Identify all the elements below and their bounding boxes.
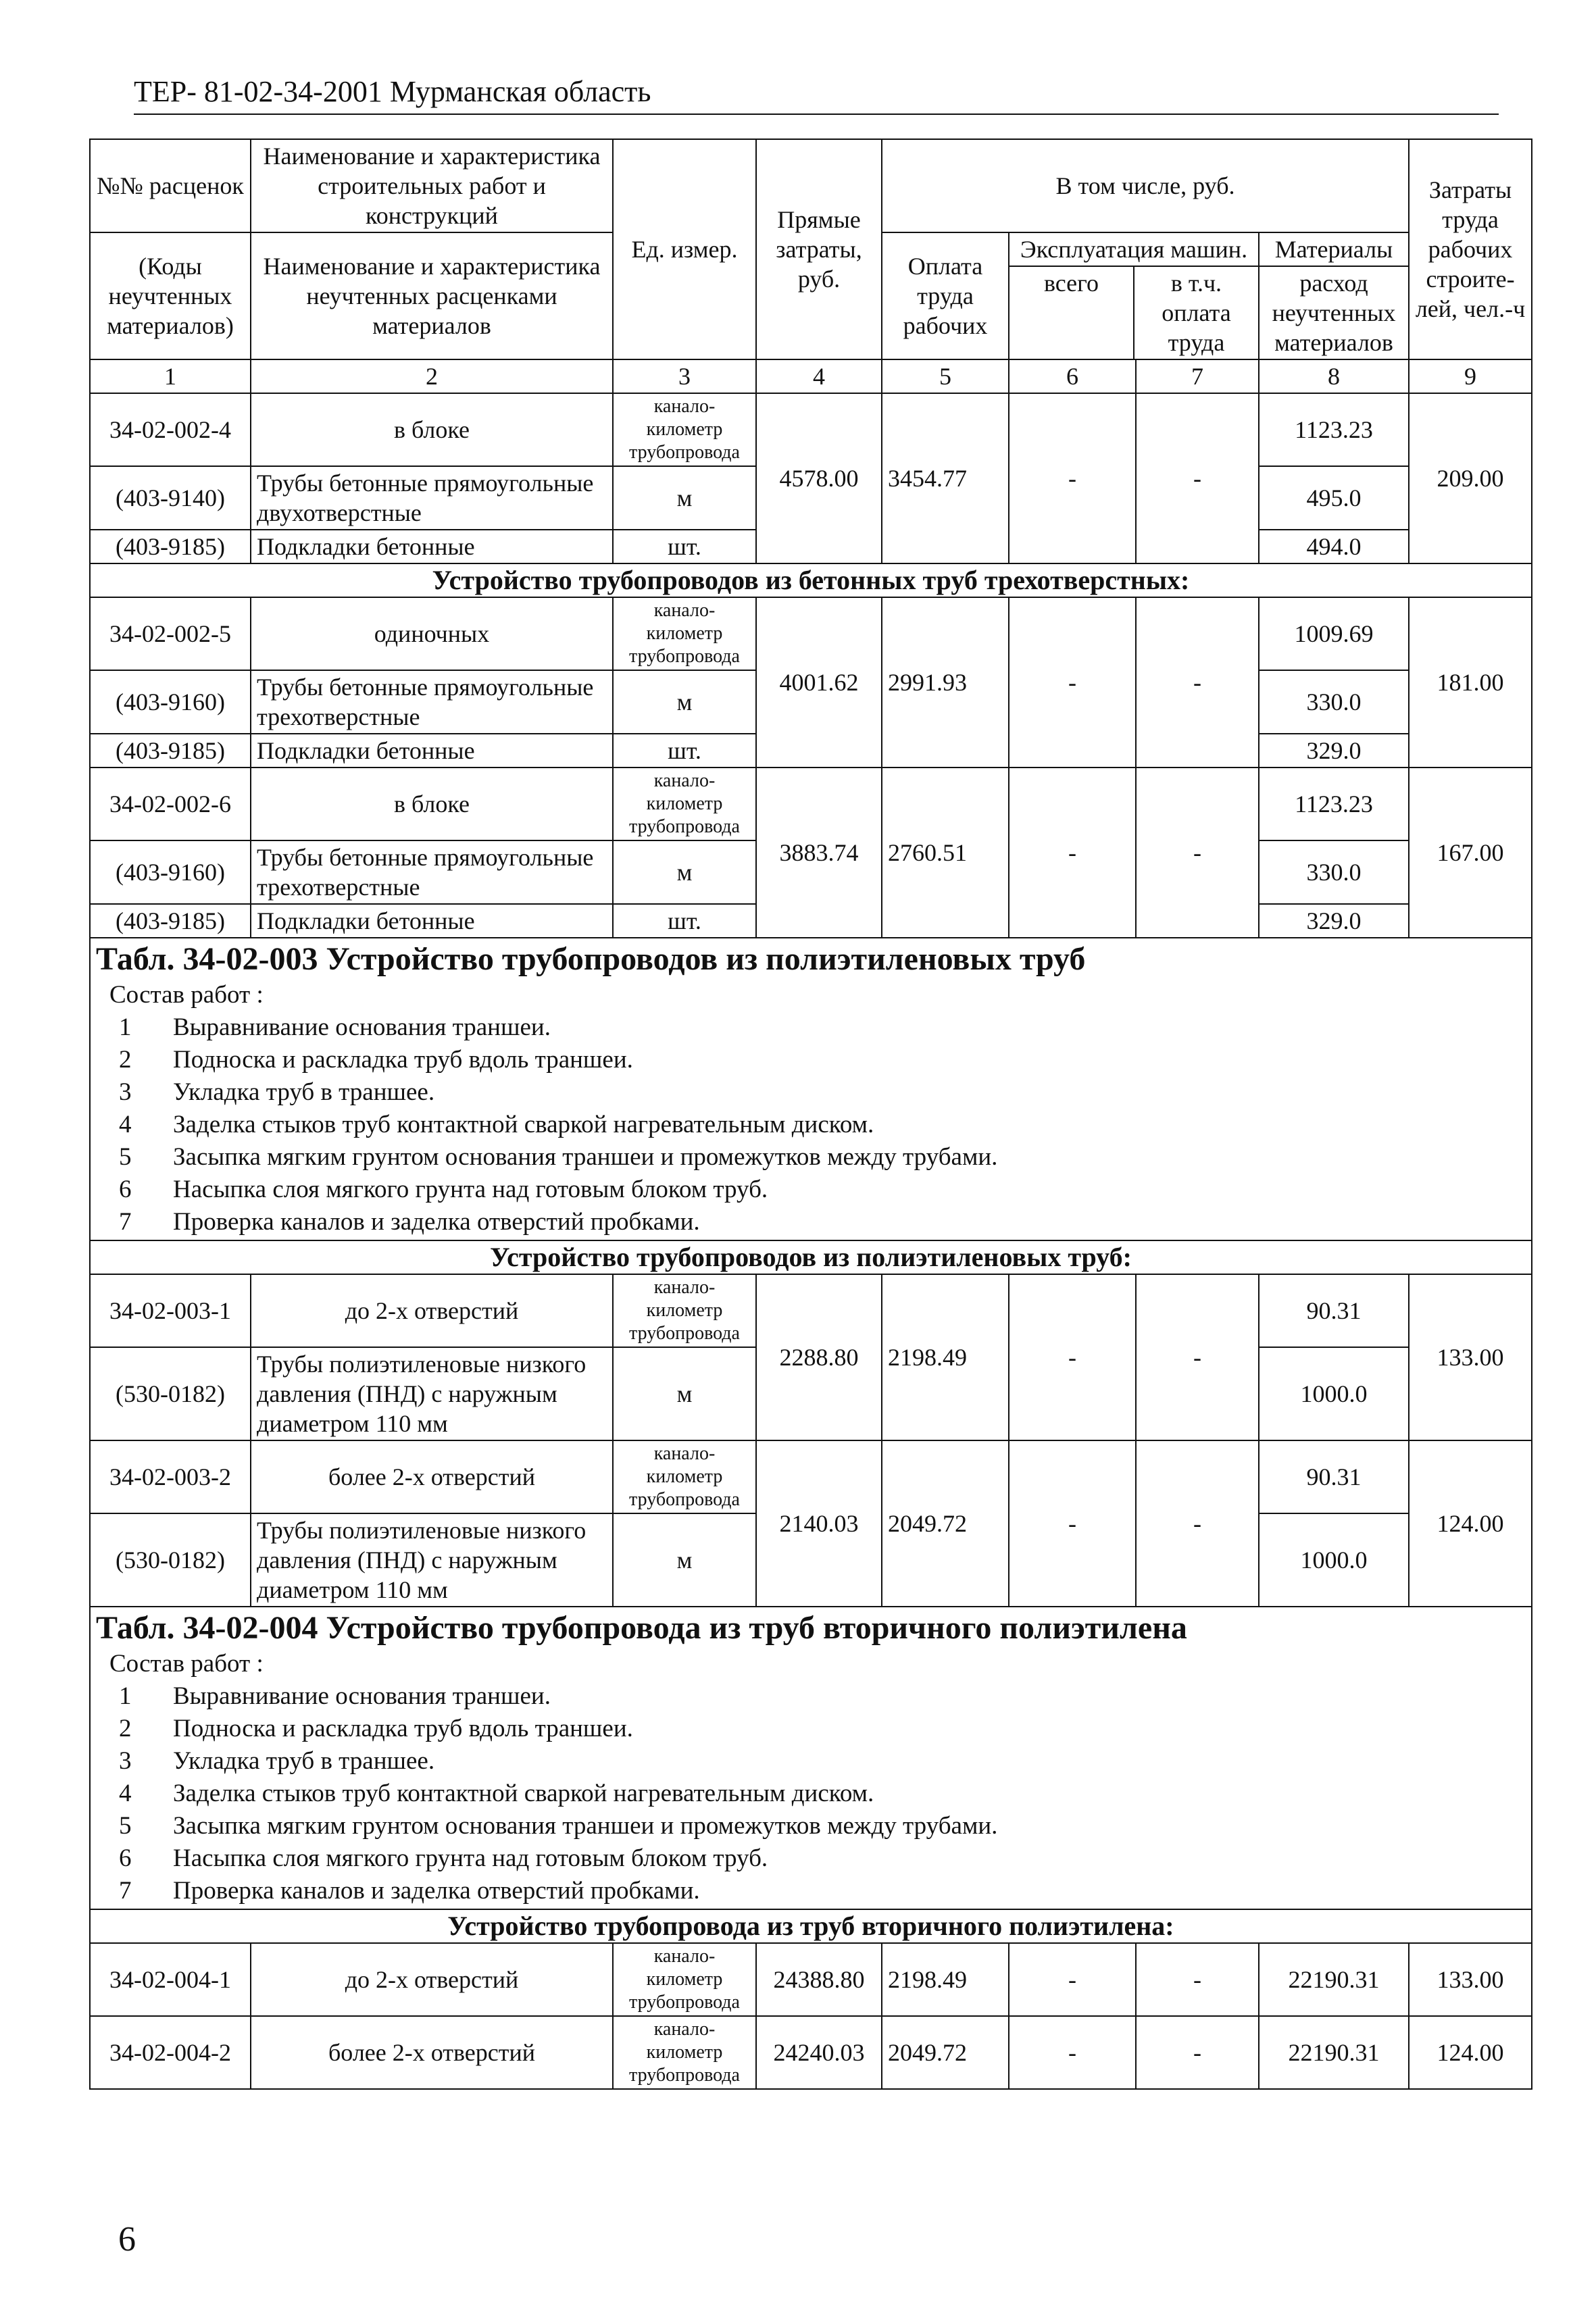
col-code-header: №№ расценок [90, 139, 251, 232]
col-direct-header: Прямые затраты, руб. [756, 139, 882, 359]
material-code: (403-9185) [90, 904, 251, 938]
material-name: Подкладки бетонные [251, 530, 613, 563]
material-qty: 495.0 [1259, 466, 1409, 530]
col-name-alt-header: Наименование и характеристика неучтенных расценками материалов [251, 232, 613, 359]
work-text: Заделка стыков труб контактной сваркой нагревательным диском. [173, 1780, 874, 1807]
material-unit: м [613, 670, 756, 734]
rate-hours: 181.00 [1409, 597, 1532, 768]
rate-materials: 1123.23 [1259, 393, 1409, 466]
material-qty: 329.0 [1259, 904, 1409, 938]
material-name: Трубы полиэтиленовые низкого давления (ПНД) с наружным диаметром 110 мм [251, 1513, 613, 1607]
rate-labor: 2049.72 [882, 2016, 1009, 2089]
work-text: Проверка каналов и заделка отверстий пробками. [173, 1877, 700, 1905]
rate-machines-pay: - [1136, 1274, 1259, 1440]
work-item [96, 1044, 1526, 1076]
material-unit: м [613, 466, 756, 530]
rate-name: более 2-х отверстий [251, 2016, 613, 2089]
rate-materials: 22190.31 [1259, 2016, 1409, 2089]
work-item [96, 1778, 1526, 1810]
material-code: (530-0182) [90, 1347, 251, 1440]
col-num: 8 [1259, 359, 1409, 393]
material-name: Трубы бетонные прямоугольные двухотверстные [251, 466, 613, 530]
rate-row [90, 2016, 1532, 2089]
col-num: 5 [882, 359, 1009, 393]
work-number: 5 [119, 1143, 132, 1171]
section-title: Устройство трубопроводов из бетонных труб трехотверстных: [90, 563, 1532, 597]
rate-machines-pay: - [1136, 1943, 1259, 2016]
rate-labor: 3454.77 [882, 393, 1009, 563]
work-number: 3 [119, 1747, 132, 1775]
col-machines-header [1009, 232, 1259, 359]
rate-machines-all: - [1009, 1943, 1136, 2016]
rate-direct: 4578.00 [756, 393, 882, 563]
rate-direct: 24240.03 [756, 2016, 882, 2089]
work-number: 1 [119, 1013, 132, 1041]
materials-label: Материалы [1260, 233, 1408, 267]
rate-machines-pay: - [1136, 768, 1259, 938]
rate-row [90, 768, 1532, 840]
work-text: Проверка каналов и заделка отверстий пробками. [173, 1208, 700, 1236]
rate-code: 34-02-003-1 [90, 1274, 251, 1347]
rate-unit: канало-километр трубопровода [613, 1274, 756, 1347]
rate-row [90, 1274, 1532, 1347]
rate-code: 34-02-002-5 [90, 597, 251, 670]
rate-hours: 133.00 [1409, 1274, 1532, 1440]
material-code: (403-9185) [90, 530, 251, 563]
rate-name: в блоке [251, 393, 613, 466]
col-incl-header: В том числе, руб. [882, 139, 1409, 232]
work-text: Засыпка мягким грунтом основания траншеи и промежутков между трубами. [173, 1143, 998, 1171]
col-unit-header: Ед. измер. [613, 139, 756, 359]
rate-machines-all: - [1009, 1274, 1136, 1440]
rate-labor: 2198.49 [882, 1943, 1009, 2016]
material-name: Подкладки бетонные [251, 734, 613, 768]
table-block [90, 1607, 1532, 1909]
material-qty: 494.0 [1259, 530, 1409, 563]
rate-machines-pay: - [1136, 393, 1259, 563]
rate-machines-pay: - [1136, 597, 1259, 768]
work-item [96, 1174, 1526, 1206]
table-block-row [90, 938, 1532, 1240]
col-num: 4 [756, 359, 882, 393]
work-text: Укладка труб в траншее. [173, 1747, 435, 1775]
machines-all-label: всего [1043, 270, 1099, 297]
work-number: 7 [119, 1208, 132, 1236]
header-row [90, 139, 1532, 232]
rate-machines-all: - [1009, 768, 1136, 938]
work-text: Насыпка слоя мягкого грунта над готовым блоком труб. [173, 1844, 768, 1872]
rate-direct: 2140.03 [756, 1440, 882, 1607]
col-materials-header [1259, 232, 1409, 359]
work-text: Подноска и раскладка труб вдоль траншеи. [173, 1715, 633, 1742]
material-unit: м [613, 1347, 756, 1440]
rate-machines-pay: - [1136, 2016, 1259, 2089]
work-item [96, 1680, 1526, 1713]
material-qty: 1000.0 [1259, 1347, 1409, 1440]
materials-alt-label: расход неучтенных материалов [1272, 270, 1396, 356]
rate-row [90, 393, 1532, 466]
work-number: 4 [119, 1111, 132, 1138]
work-item [96, 1011, 1526, 1044]
material-unit: шт. [613, 904, 756, 938]
rate-code: 34-02-003-2 [90, 1440, 251, 1513]
rate-name: одиночных [251, 597, 613, 670]
rate-unit: канало-километр трубопровода [613, 393, 756, 466]
work-number: 4 [119, 1780, 132, 1807]
work-number: 7 [119, 1877, 132, 1905]
rate-name: до 2-х отверстий [251, 1943, 613, 2016]
work-number: 5 [119, 1812, 132, 1840]
rate-machines-all: - [1009, 393, 1136, 563]
rate-unit: канало-километр трубопровода [613, 597, 756, 670]
material-code: (403-9140) [90, 466, 251, 530]
rate-materials: 1123.23 [1259, 768, 1409, 840]
rate-materials: 90.31 [1259, 1274, 1409, 1347]
rates-table [89, 139, 1532, 2090]
work-item [96, 1842, 1526, 1875]
rate-row [90, 597, 1532, 670]
rate-labor: 2049.72 [882, 1440, 1009, 1607]
rate-unit: канало-километр трубопровода [613, 2016, 756, 2089]
material-qty: 330.0 [1259, 670, 1409, 734]
rate-row [90, 1440, 1532, 1513]
material-qty: 1000.0 [1259, 1513, 1409, 1607]
work-item [96, 1713, 1526, 1745]
col-code-alt-header: (Коды неучтенных материалов) [90, 232, 251, 359]
rate-machines-all: - [1009, 597, 1136, 768]
col-labor-header: Оплата труда рабочих [882, 232, 1009, 359]
section-title: Устройство трубопроводов из полиэтиленовых труб: [90, 1240, 1532, 1274]
rate-materials: 90.31 [1259, 1440, 1409, 1513]
rate-labor: 2198.49 [882, 1274, 1009, 1440]
table-block-row [90, 1607, 1532, 1909]
work-number: 2 [119, 1715, 132, 1742]
page-header: ТЕР- 81-02-34-2001 Мурманская область [134, 73, 1499, 115]
rate-machines-all: - [1009, 2016, 1136, 2089]
work-item [96, 1076, 1526, 1109]
col-num: 2 [251, 359, 613, 393]
rate-code: 34-02-004-2 [90, 2016, 251, 2089]
rate-machines-all: - [1009, 1440, 1136, 1607]
material-unit: м [613, 840, 756, 904]
material-qty: 330.0 [1259, 840, 1409, 904]
rate-hours: 124.00 [1409, 2016, 1532, 2089]
material-unit: шт. [613, 530, 756, 563]
table-title: Табл. 34-02-004 Устройство трубопровода из труб вторичного полиэтилена [96, 1610, 1187, 1646]
rate-direct: 4001.62 [756, 597, 882, 768]
table-block [90, 938, 1532, 1240]
section-row [90, 563, 1532, 597]
section-title: Устройство трубопровода из труб вторичного полиэтилена: [90, 1909, 1532, 1943]
col-num: 9 [1409, 359, 1532, 393]
material-name: Подкладки бетонные [251, 904, 613, 938]
rate-direct: 24388.80 [756, 1943, 882, 2016]
rate-row [90, 1943, 1532, 2016]
rate-code: 34-02-002-4 [90, 393, 251, 466]
work-text: Заделка стыков труб контактной сваркой нагревательным диском. [173, 1111, 874, 1138]
rate-direct: 3883.74 [756, 768, 882, 938]
work-item [96, 1875, 1526, 1907]
work-text: Выравнивание основания траншеи. [173, 1013, 551, 1041]
rate-materials: 22190.31 [1259, 1943, 1409, 2016]
work-text: Подноска и раскладка труб вдоль траншеи. [173, 1046, 633, 1074]
material-code: (403-9160) [90, 670, 251, 734]
rate-hours: 133.00 [1409, 1943, 1532, 2016]
material-unit: шт. [613, 734, 756, 768]
rate-name: в блоке [251, 768, 613, 840]
work-number: 1 [119, 1682, 132, 1710]
work-number: 6 [119, 1176, 132, 1203]
work-text: Выравнивание основания траншеи. [173, 1682, 551, 1710]
rate-unit: канало-километр трубопровода [613, 1943, 756, 2016]
rate-hours: 167.00 [1409, 768, 1532, 938]
work-text: Насыпка слоя мягкого грунта над готовым блоком труб. [173, 1176, 768, 1203]
work-number: 2 [119, 1046, 132, 1074]
rate-unit: канало-километр трубопровода [613, 768, 756, 840]
rate-machines-pay: - [1136, 1440, 1259, 1607]
material-code: (530-0182) [90, 1513, 251, 1607]
material-name: Трубы полиэтиленовые низкого давления (ПНД) с наружным диаметром 110 мм [251, 1347, 613, 1440]
section-row [90, 1909, 1532, 1943]
rate-hours: 124.00 [1409, 1440, 1532, 1607]
section-row [90, 1240, 1532, 1274]
col-name-header: Наименование и характеристика строительных работ и конструкций [251, 139, 613, 232]
rate-name: до 2-х отверстий [251, 1274, 613, 1347]
material-name: Трубы бетонные прямоугольные трехотверстные [251, 670, 613, 734]
rate-code: 34-02-002-6 [90, 768, 251, 840]
material-unit: м [613, 1513, 756, 1607]
rate-labor: 2760.51 [882, 768, 1009, 938]
work-item [96, 1109, 1526, 1141]
rate-direct: 2288.80 [756, 1274, 882, 1440]
work-number: 3 [119, 1078, 132, 1106]
rate-hours: 209.00 [1409, 393, 1532, 563]
col-num: 3 [613, 359, 756, 393]
machines-label: Эксплуатация машин. [1009, 233, 1258, 267]
column-numbers-row [90, 359, 1532, 393]
work-item [96, 1141, 1526, 1174]
works-label: Состав работ : [109, 981, 264, 1009]
col-num: 1 [90, 359, 251, 393]
material-code: (403-9185) [90, 734, 251, 768]
col-num: 7 [1136, 359, 1259, 393]
work-item [96, 1206, 1526, 1238]
works-label: Состав работ : [109, 1650, 264, 1678]
machines-pay-label: в т.ч. оплата труда [1133, 267, 1258, 359]
col-num: 6 [1009, 359, 1136, 393]
rate-code: 34-02-004-1 [90, 1943, 251, 2016]
page-number: 6 [118, 2220, 136, 2259]
work-number: 6 [119, 1844, 132, 1872]
work-item [96, 1745, 1526, 1778]
material-qty: 329.0 [1259, 734, 1409, 768]
work-text: Укладка труб в траншее. [173, 1078, 435, 1106]
rate-unit: канало-километр трубопровода [613, 1440, 756, 1513]
rate-materials: 1009.69 [1259, 597, 1409, 670]
table-title: Табл. 34-02-003 Устройство трубопроводов из полиэтиленовых труб [96, 941, 1086, 977]
rate-name: более 2-х отверстий [251, 1440, 613, 1513]
work-item [96, 1810, 1526, 1842]
col-hours-header: Затраты труда рабочих строите-лей, чел.-ч [1409, 139, 1532, 359]
material-name: Трубы бетонные прямоугольные трехотверстные [251, 840, 613, 904]
rate-labor: 2991.93 [882, 597, 1009, 768]
material-code: (403-9160) [90, 840, 251, 904]
work-text: Засыпка мягким грунтом основания траншеи и промежутков между трубами. [173, 1812, 998, 1840]
